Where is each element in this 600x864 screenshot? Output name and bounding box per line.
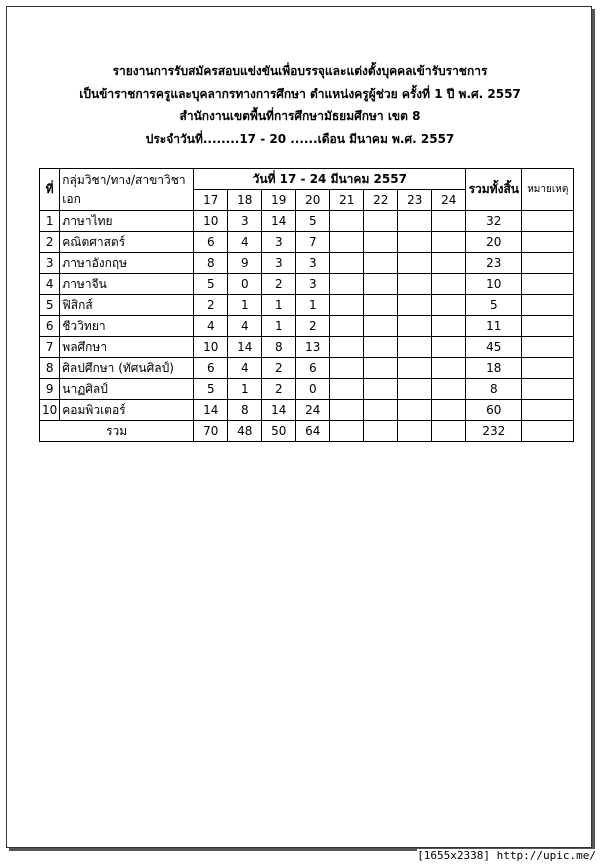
row-day-count xyxy=(330,379,364,400)
row-day-count xyxy=(364,379,398,400)
row-day-count xyxy=(364,211,398,232)
row-day-count xyxy=(364,295,398,316)
row-day-count: 10 xyxy=(194,337,228,358)
row-total: 20 xyxy=(466,232,522,253)
row-day-count: 4 xyxy=(228,358,262,379)
row-number: 3 xyxy=(40,253,60,274)
row-day-count xyxy=(398,295,432,316)
header-day-17: 17 xyxy=(194,190,228,211)
row-day-count: 6 xyxy=(194,358,228,379)
row-number: 1 xyxy=(40,211,60,232)
row-day-count: 6 xyxy=(296,358,330,379)
row-total: 5 xyxy=(466,295,522,316)
header-total: รวมทั้งสิ้น xyxy=(466,169,522,211)
row-note xyxy=(522,232,574,253)
row-day-count xyxy=(432,295,466,316)
applicants-table xyxy=(39,168,574,442)
summary-day-total: 50 xyxy=(262,421,296,442)
summary-row xyxy=(40,421,574,442)
row-day-count: 5 xyxy=(194,274,228,295)
row-day-count: 14 xyxy=(194,400,228,421)
row-number: 4 xyxy=(40,274,60,295)
row-subject: ภาษาจีน xyxy=(60,274,194,295)
header-no: ที่ xyxy=(40,169,60,211)
summary-day-total xyxy=(364,421,398,442)
row-subject: คอมพิวเตอร์ xyxy=(60,400,194,421)
table-row xyxy=(40,379,574,400)
row-day-count: 3 xyxy=(228,211,262,232)
row-total: 23 xyxy=(466,253,522,274)
report-title-line-3: สำนักงานเขตพื้นที่การศึกษามัธยมศึกษา เขต 8 xyxy=(179,109,421,123)
row-total: 8 xyxy=(466,379,522,400)
row-total: 11 xyxy=(466,316,522,337)
row-day-count: 14 xyxy=(228,337,262,358)
row-day-count: 1 xyxy=(262,295,296,316)
row-day-count: 2 xyxy=(296,316,330,337)
header-day-20: 20 xyxy=(296,190,330,211)
row-day-count: 14 xyxy=(262,400,296,421)
row-day-count xyxy=(398,253,432,274)
image-watermark: [1655x2338] http://upic.me/ xyxy=(417,849,596,862)
row-number: 9 xyxy=(40,379,60,400)
row-day-count: 1 xyxy=(228,295,262,316)
header-day-22: 22 xyxy=(364,190,398,211)
summary-day-total: 48 xyxy=(228,421,262,442)
row-day-count xyxy=(432,337,466,358)
row-note xyxy=(522,211,574,232)
row-day-count xyxy=(330,253,364,274)
row-day-count xyxy=(432,274,466,295)
row-note xyxy=(522,400,574,421)
table-row xyxy=(40,400,574,421)
summary-day-total: 70 xyxy=(194,421,228,442)
row-day-count: 4 xyxy=(228,316,262,337)
row-subject: ชีววิทยา xyxy=(60,316,194,337)
row-note xyxy=(522,379,574,400)
row-note xyxy=(522,274,574,295)
row-day-count xyxy=(330,274,364,295)
row-day-count: 14 xyxy=(262,211,296,232)
row-day-count: 5 xyxy=(296,211,330,232)
row-day-count xyxy=(330,232,364,253)
row-subject: ศิลปศึกษา (ทัศนศิลป์) xyxy=(60,358,194,379)
row-day-count: 1 xyxy=(262,316,296,337)
row-day-count xyxy=(398,337,432,358)
row-number: 7 xyxy=(40,337,60,358)
row-day-count: 7 xyxy=(296,232,330,253)
row-day-count xyxy=(432,316,466,337)
row-day-count: 1 xyxy=(228,379,262,400)
row-total: 45 xyxy=(466,337,522,358)
row-day-count: 4 xyxy=(194,316,228,337)
summary-day-total xyxy=(330,421,364,442)
row-day-count xyxy=(432,400,466,421)
row-day-count xyxy=(432,253,466,274)
row-day-count: 4 xyxy=(228,232,262,253)
row-day-count: 10 xyxy=(194,211,228,232)
table-row xyxy=(40,232,574,253)
header-day-18: 18 xyxy=(228,190,262,211)
header-day-21: 21 xyxy=(330,190,364,211)
row-day-count xyxy=(364,316,398,337)
row-total: 18 xyxy=(466,358,522,379)
row-day-count xyxy=(330,295,364,316)
row-day-count: 2 xyxy=(262,274,296,295)
row-day-count xyxy=(398,274,432,295)
row-subject: ฟิสิกส์ xyxy=(60,295,194,316)
table-body xyxy=(40,211,574,421)
header-day-23: 23 xyxy=(398,190,432,211)
row-subject: พลศึกษา xyxy=(60,337,194,358)
row-day-count: 9 xyxy=(228,253,262,274)
row-subject: ภาษาไทย xyxy=(60,211,194,232)
row-day-count xyxy=(364,400,398,421)
summary-note xyxy=(522,421,574,442)
report-date-line: ประจำวันที่........17 - 20 ......เดือน มีนาคม พ.ศ. 2557 xyxy=(145,132,455,146)
table-row xyxy=(40,211,574,232)
row-day-count: 6 xyxy=(194,232,228,253)
report-title-line-2: เป็นข้าราชการครูและบุคลากรทางการศึกษา ตำแหน่งครูผู้ช่วย ครั้งที่ 1 ปี พ.ศ. 2557 xyxy=(79,87,521,101)
row-number: 8 xyxy=(40,358,60,379)
row-day-count: 2 xyxy=(194,295,228,316)
row-number: 2 xyxy=(40,232,60,253)
table-row xyxy=(40,253,574,274)
row-number: 10 xyxy=(40,400,60,421)
row-day-count xyxy=(432,379,466,400)
table-row xyxy=(40,295,574,316)
row-day-count xyxy=(398,232,432,253)
row-day-count: 13 xyxy=(296,337,330,358)
row-day-count: 3 xyxy=(262,253,296,274)
row-day-count xyxy=(398,400,432,421)
row-day-count: 3 xyxy=(296,274,330,295)
table-row xyxy=(40,316,574,337)
row-note xyxy=(522,337,574,358)
row-day-count: 8 xyxy=(228,400,262,421)
summary-label: รวม xyxy=(40,421,194,442)
table-row xyxy=(40,358,574,379)
row-note xyxy=(522,316,574,337)
summary-day-total xyxy=(398,421,432,442)
row-day-count xyxy=(330,211,364,232)
row-day-count xyxy=(398,358,432,379)
header-note: หมายเหตุ xyxy=(522,169,574,211)
table-row xyxy=(40,274,574,295)
table-row xyxy=(40,337,574,358)
row-total: 32 xyxy=(466,211,522,232)
row-subject: คณิตศาสตร์ xyxy=(60,232,194,253)
header-day-24: 24 xyxy=(432,190,466,211)
summary-grand-total: 232 xyxy=(466,421,522,442)
row-day-count: 1 xyxy=(296,295,330,316)
row-day-count xyxy=(432,358,466,379)
row-day-count: 24 xyxy=(296,400,330,421)
row-day-count: 3 xyxy=(262,232,296,253)
summary-day-total xyxy=(432,421,466,442)
row-day-count xyxy=(364,253,398,274)
header-subject: กลุ่มวิชา/ทาง/สาขาวิชาเอก xyxy=(60,169,194,211)
row-day-count: 2 xyxy=(262,379,296,400)
row-note xyxy=(522,253,574,274)
row-day-count xyxy=(432,232,466,253)
row-day-count xyxy=(364,274,398,295)
row-total: 60 xyxy=(466,400,522,421)
row-day-count xyxy=(364,337,398,358)
row-day-count: 5 xyxy=(194,379,228,400)
row-day-count xyxy=(432,211,466,232)
row-total: 10 xyxy=(466,274,522,295)
row-number: 6 xyxy=(40,316,60,337)
row-day-count: 8 xyxy=(262,337,296,358)
row-day-count xyxy=(364,232,398,253)
row-note xyxy=(522,295,574,316)
report-title-line-1: รายงานการรับสมัครสอบแข่งขันเพื่อบรรจุและแต่งตั้งบุคคลเข้ารับราชการ xyxy=(112,64,488,78)
row-note xyxy=(522,358,574,379)
header-day-19: 19 xyxy=(262,190,296,211)
table-footer xyxy=(40,421,574,442)
row-day-count xyxy=(330,358,364,379)
row-day-count: 3 xyxy=(296,253,330,274)
row-day-count: 0 xyxy=(296,379,330,400)
header-dates-group: วันที่ 17 - 24 มีนาคม 2557 xyxy=(194,169,466,190)
table-header xyxy=(40,169,574,211)
row-day-count: 8 xyxy=(194,253,228,274)
row-day-count xyxy=(330,400,364,421)
row-day-count xyxy=(398,379,432,400)
row-number: 5 xyxy=(40,295,60,316)
row-day-count xyxy=(398,211,432,232)
row-subject: ภาษาอังกฤษ xyxy=(60,253,194,274)
row-subject: นาฏศิลป์ xyxy=(60,379,194,400)
row-day-count: 2 xyxy=(262,358,296,379)
row-day-count xyxy=(398,316,432,337)
row-day-count: 0 xyxy=(228,274,262,295)
row-day-count xyxy=(364,358,398,379)
row-day-count xyxy=(330,316,364,337)
summary-day-total: 64 xyxy=(296,421,330,442)
row-day-count xyxy=(330,337,364,358)
